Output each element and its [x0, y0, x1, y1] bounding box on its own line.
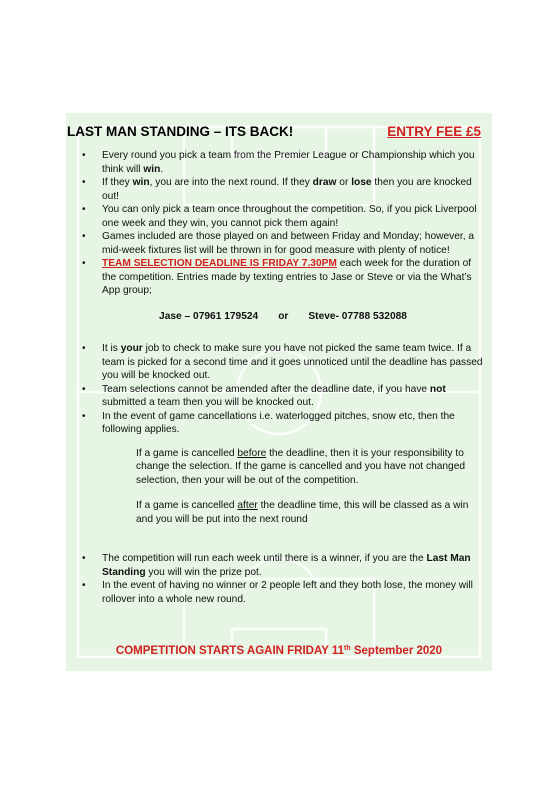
rules-list-c	[80, 552, 486, 606]
rules-list-b	[80, 342, 486, 437]
contact-steve: Steve- 07788 532088	[308, 310, 407, 322]
rule-text: Team selections cannot be amended after the deadline date, if you have	[102, 383, 430, 395]
rule-underline: before	[237, 447, 267, 459]
rule-text: Every round you pick a team from the Premier League or Championship which you think will	[102, 150, 475, 175]
bullet-icon: •	[82, 383, 86, 395]
contacts-line	[80, 310, 486, 324]
bullet-icon: •	[82, 410, 86, 422]
rules-list-a	[80, 149, 486, 298]
rule-text: In the event of having no winner or 2 people left and they both lose, the money will rollover into a whole new round.	[102, 580, 473, 605]
rule-text: If they	[102, 177, 133, 188]
footer-text: September 2020	[350, 645, 443, 657]
list-item	[80, 383, 486, 410]
bullet-icon: •	[82, 258, 86, 269]
rule-text: or	[336, 177, 352, 188]
rule-text: submitted a team then you will be knocked out.	[102, 397, 314, 408]
list-item	[80, 203, 486, 230]
list-item	[80, 342, 486, 383]
header-row	[67, 124, 481, 144]
rule-bold: win	[143, 163, 161, 175]
bullet-icon: •	[82, 343, 86, 354]
rule-text: The competition will run each week until there is a winner, if you are the	[102, 553, 427, 564]
list-item	[80, 579, 486, 606]
list-item	[80, 176, 486, 203]
rule-text: the deadline time, this will be classed as a win and you will be put into the next round	[136, 500, 469, 525]
rule-text: , you are into the next round. If they	[149, 177, 313, 188]
rule-bold: your	[120, 343, 143, 354]
rule-underline: after	[237, 500, 258, 511]
rule-bold: not	[429, 383, 446, 395]
list-item	[80, 257, 486, 298]
cancellation-after	[136, 499, 486, 526]
list-item	[80, 410, 486, 437]
contact-jase: Jase – 07961 179524	[159, 310, 259, 322]
rule-text: In the event of game cancellations i.e. waterlogged pitches, snow etc, then the following applies.	[102, 410, 455, 435]
page-title: LAST MAN STANDING – ITS BACK!	[67, 124, 294, 139]
rule-text: If a game is cancelled	[136, 447, 238, 459]
rule-text: you will win the prize pot.	[145, 566, 262, 578]
rule-text: the deadline, then it is your responsibility to change the selection. If the game is cancelled and you have not changed selection, then your will be out of the competition.	[136, 447, 466, 486]
bullet-icon: •	[82, 177, 86, 188]
list-item	[80, 149, 486, 176]
rule-text: job to check to make sure you have not picked the same team twice. If a team is picked for a second time and it goes unnoticed until the deadline has passed you will be knocked out.	[102, 343, 483, 381]
bullet-icon: •	[82, 150, 86, 161]
rule-bold: lose	[351, 177, 372, 188]
footer-text: COMPETITION STARTS AGAIN FRIDAY 11	[115, 645, 345, 657]
list-item	[80, 552, 486, 579]
entry-fee: ENTRY FEE £5	[387, 124, 481, 139]
bullet-icon: •	[82, 580, 86, 591]
rule-bold: win	[132, 177, 150, 188]
bullet-icon: •	[82, 231, 86, 242]
cancellation-rules	[80, 447, 486, 527]
deadline-highlight: TEAM SELECTION DEADLINE IS FRIDAY 7.30PM	[102, 258, 337, 269]
bullet-icon: •	[82, 553, 86, 564]
rule-text: It is	[102, 343, 121, 354]
list-item	[80, 230, 486, 257]
rule-bold: draw	[312, 177, 337, 188]
rule-text: If a game is cancelled	[136, 500, 238, 511]
footer-sup: th	[344, 645, 351, 652]
bullet-icon: •	[82, 204, 86, 215]
rule-text: each week for the duration of the competition. Entries made by texting entries to Jase or Steve or via the What’s App group;	[102, 258, 472, 296]
contact-or: or	[278, 310, 289, 322]
cancellation-before	[136, 447, 486, 488]
rule-text: then you are knocked out!	[102, 177, 472, 202]
rule-text: You can only pick a team once throughout the competition. So, if you pick Liverpool one week and they win, you cannot pick them again!	[102, 204, 477, 229]
rule-text: .	[160, 163, 164, 175]
competition-start-banner	[66, 645, 492, 657]
rule-text: Games included are those played on and between Friday and Monday; however, a mid-week fixtures list will be thrown in for good measure with plenty of notice!	[102, 231, 475, 256]
rules-content	[80, 149, 486, 606]
rule-bold: Last Man Standing	[102, 553, 471, 578]
